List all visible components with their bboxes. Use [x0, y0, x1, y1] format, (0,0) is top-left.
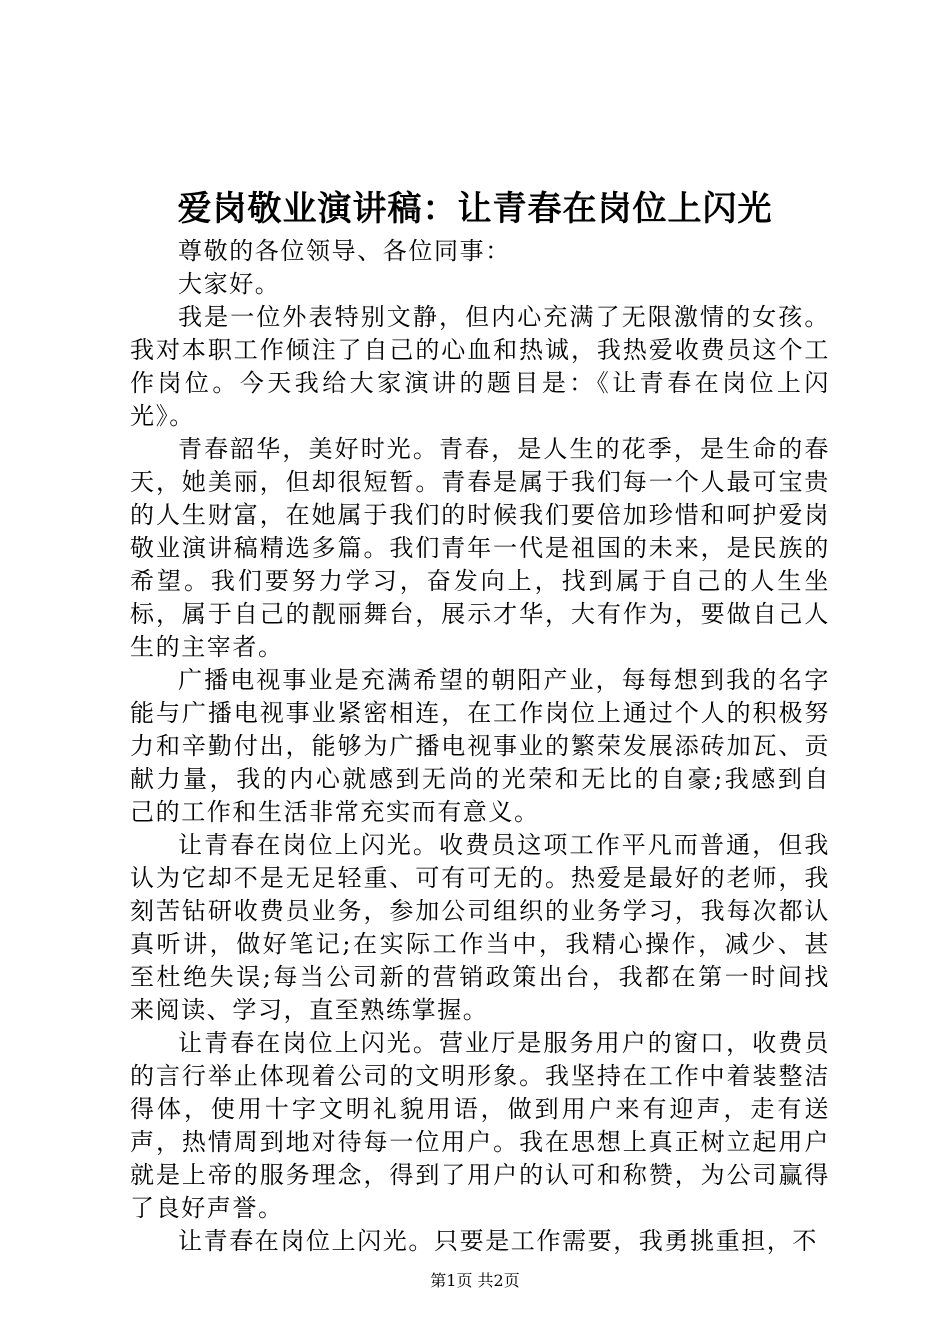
body-paragraph: 让青春在岗位上闪光。只要是工作需要，我勇挑重担，不 — [178, 1227, 818, 1255]
body-paragraph: 让青春在岗位上闪光。营业厅是服务用户的窗口，收费员的言行举止体现着公司的文明形象。我坚持在工作中着装整洁得体，使用十字文明礼貌用语，做到用户来有迎声，走有送声，热情周到地对待每一位用户。我在思想上真正树立起用户就是上帝的服务理念，得到了用户的认可和称赞，为公司赢得了良好声誉。 — [130, 1029, 830, 1222]
document-title: 爱岗敬业演讲稿：让青春在岗位上闪光 — [177, 189, 773, 229]
salutation: 尊敬的各位领导、各位同事： — [178, 237, 511, 265]
page-footer: 第1页 共2页 — [430, 1271, 520, 1290]
body-paragraph: 青春韶华，美好时光。青春，是人生的花季，是生命的春天，她美丽，但却很短暂。青春是属于我们每一个人最可宝贵的人生财富，在她属于我们的时候我们要倍加珍惜和呵护爱岗敬业演讲稿精选多篇。我们青年一代是祖国的未来，是民族的希望。我们要努力学习，奋发向上，找到属于自己的人生坐标，属于自己的靓丽舞台，展示才华，大有作为，要做自己人生的主宰者。 — [130, 435, 830, 661]
document-body — [130, 235, 830, 1258]
body-paragraph: 让青春在岗位上闪光。收费员这项工作平凡而普通，但我认为它却不是无足轻重、可有可无的。热爱是最好的老师，我刻苦钻研收费员业务，参加公司组织的业务学习，我每次都认真听讲，做好笔记;在实际工作当中，我精心操作，减少、甚至杜绝失误;每当公司新的营销政策出台，我都在第一时间找来阅读、学习，直至熟练掌握。 — [130, 831, 830, 1024]
greeting: 大家好。 — [178, 270, 281, 298]
body-paragraph: 广播电视事业是充满希望的朝阳产业，每每想到我的名字能与广播电视事业紧密相连，在工作岗位上通过个人的积极努力和辛勤付出，能够为广播电视事业的繁荣发展添砖加瓦、贡献力量，我的内心就感到无尚的光荣和无比的自豪;我感到自己的工作和生活非常充实而有意义。 — [130, 666, 830, 826]
body-paragraph: 我是一位外表特别文静，但内心充满了无限激情的女孩。我对本职工作倾注了自己的心血和热诚，我热爱收费员这个工作岗位。今天我给大家演讲的题目是：《让青春在岗位上闪光》。 — [130, 303, 830, 430]
